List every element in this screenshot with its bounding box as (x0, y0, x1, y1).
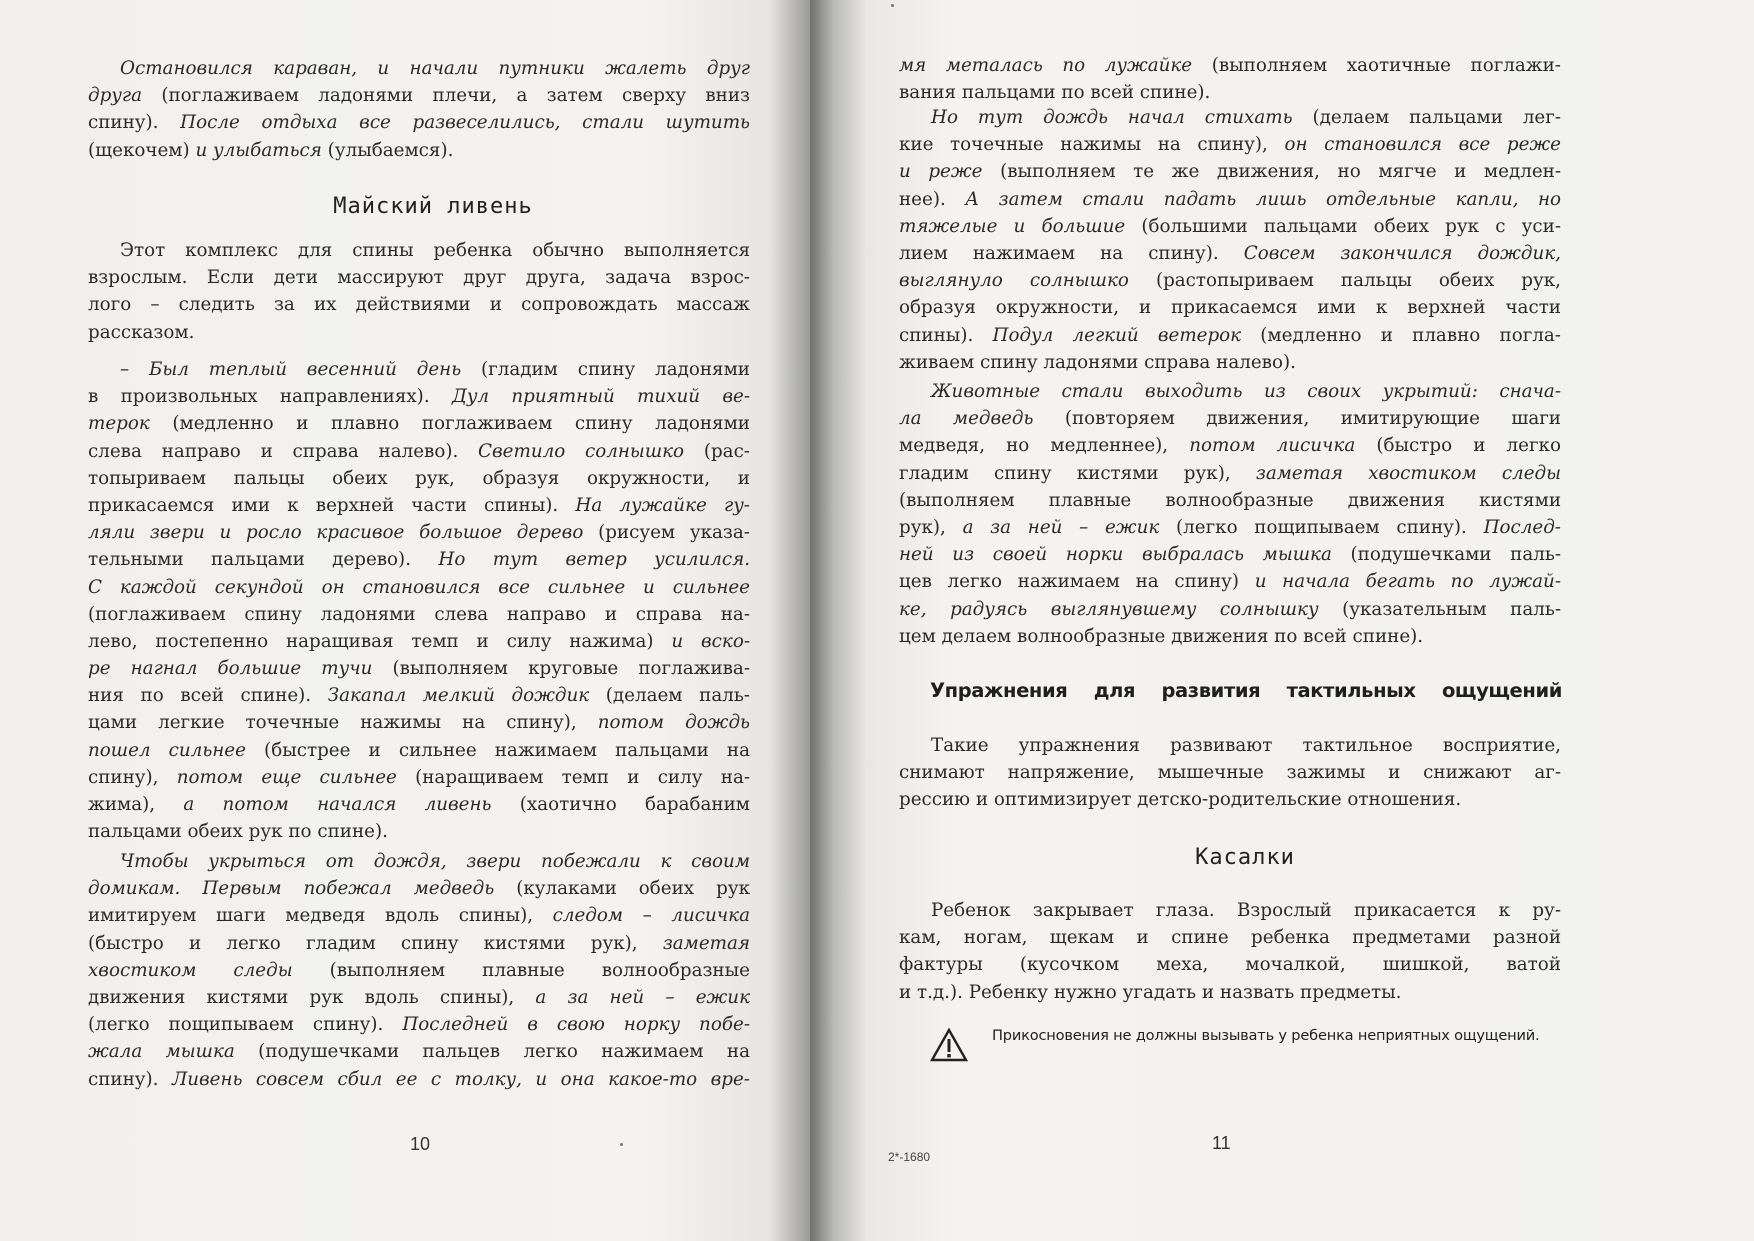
paragraph (899, 897, 1561, 1006)
story-text-italic: и начала бегать по лужай- (1254, 571, 1561, 593)
text-line (88, 1038, 750, 1065)
warning-note (930, 1026, 1562, 1062)
instruction-text: (поглаживаем ладонями плечи, а затем сверху вниз (142, 85, 750, 107)
text-line (88, 601, 750, 628)
instruction-text: прикасаемся ими к верхней части спины). (88, 494, 576, 516)
instruction-text: (подушечками пальцев легко нажимаем на (234, 1041, 750, 1063)
story-text-italic: друга (88, 85, 143, 107)
instruction-text: (улыбаемся). (321, 139, 454, 161)
text-line (88, 1066, 750, 1093)
text-line (899, 349, 1561, 376)
instruction-text: лево, постепенно наращивая темп и силу нажима) (88, 630, 672, 652)
instruction-text: цев легко нажимаем на спину) (899, 571, 1255, 593)
story-text-italic: Ливень совсем сбил ее с толку, и она какое-то вре- (171, 1068, 750, 1090)
instruction-text: (щекочем) (88, 139, 196, 161)
instruction-text: (выполняем круговые поглажива- (372, 658, 750, 680)
instruction-text: взрослым. Если дети массируют друг друга, задача взрос- (88, 267, 750, 289)
instruction-text: топыриваем пальцы обеих рук, образуя окружности, и (88, 467, 750, 489)
story-text-italic: ла медведь (899, 408, 1034, 430)
text-line (88, 438, 750, 465)
instruction-text: цем делаем волнообразные движения по всей спине). (899, 625, 1424, 647)
text-line (899, 432, 1561, 459)
text-line (88, 82, 750, 109)
text-line (88, 709, 750, 736)
instruction-text: (выполняем плавные волнообразные (292, 959, 750, 981)
text-line (88, 237, 750, 264)
warning-text: Прикосновения не должны вызывать у ребенка неприятных ощущений. (992, 1027, 1540, 1044)
instruction-text: медведя, но медленнее), (899, 435, 1190, 457)
text-line (899, 104, 1561, 131)
story-text-italic: заметая (662, 932, 750, 954)
text-line (88, 465, 750, 492)
text-line (899, 541, 1561, 568)
story-text-italic: потом еще сильнее (176, 766, 397, 788)
text-line (899, 460, 1561, 487)
text-line (88, 410, 750, 437)
story-text-italic: Подул легкий ветерок (992, 324, 1242, 346)
instruction-text: (легко пощипываем спину). (88, 1014, 403, 1036)
story-text-italic: пошел сильнее (88, 739, 246, 761)
text-line (899, 52, 1561, 79)
paragraph (899, 378, 1561, 650)
text-line (899, 79, 1561, 106)
story-text-italic: выглянуло солнышко (899, 270, 1129, 292)
instruction-text: (указательным паль- (1318, 598, 1561, 620)
instruction-text: движения кистями рук вдоль спины), (88, 986, 536, 1008)
instruction-text: (большими пальцами обеих рук с уси- (1125, 215, 1561, 237)
instruction-text: тельными пальцами дерево). (88, 549, 439, 571)
text-line (88, 492, 750, 519)
instruction-text: (гладим спину ладонями (461, 359, 750, 380)
text-line (899, 322, 1561, 349)
text-line (899, 158, 1561, 185)
instruction-text: рук), (899, 516, 963, 538)
text-line (899, 979, 1561, 1006)
text-line (88, 356, 750, 383)
text-line (88, 737, 750, 764)
story-text-italic: терок (88, 413, 150, 435)
instruction-text: гладим спину кистями рук), (899, 462, 1256, 484)
text-line (88, 291, 750, 318)
instruction-text: спины). (899, 324, 993, 346)
text-line (88, 902, 750, 929)
instruction-text: (делаем пальцами лег- (1292, 107, 1561, 128)
text-line (899, 131, 1561, 158)
story-text-italic: – Был теплый весенний день (120, 359, 462, 380)
story-text-italic: Последней в свою норку побе- (402, 1014, 750, 1036)
text-line (88, 137, 750, 164)
story-text-italic: Но тут дождь начал стихать (931, 107, 1293, 128)
story-text-italic: Но тут ветер усилился. (438, 549, 750, 571)
instruction-text: рассказом. (88, 321, 195, 343)
instruction-text: цами легкие точечные нажимы на спину), (88, 712, 598, 734)
text-line (88, 984, 750, 1011)
instruction-text: (легко пощипываем спину). (1159, 516, 1484, 538)
instruction-text: рессию и оптимизирует детско-родительские отношения. (899, 789, 1462, 811)
story-text-italic: Животные стали выходить из своих укрытий: снача- (931, 381, 1561, 402)
story-text-italic: и улыбаться (195, 139, 322, 161)
text-line (899, 240, 1561, 267)
text-line (88, 848, 750, 875)
instruction-text: спину). (88, 112, 181, 134)
story-text-italic: С каждой секундой он становился все сильнее и сильнее (88, 576, 750, 598)
instruction-text: пальцами обеих рук по спине). (88, 821, 388, 843)
paragraph (899, 732, 1561, 814)
instruction-text: нее). (899, 188, 966, 210)
text-line (899, 623, 1561, 650)
text-line (88, 383, 750, 410)
story-text-italic: а за ней – ежик (535, 986, 750, 1008)
instruction-text: (медленно и плавно поглаживаем спину ладонями (149, 413, 750, 435)
story-text-italic: и вско- (671, 630, 750, 652)
text-line (88, 628, 750, 655)
instruction-text: и т.д.). Ребенку нужно угадать и назвать предметы. (899, 981, 1402, 1003)
text-line (899, 568, 1561, 595)
text-line (88, 818, 750, 845)
story-text-italic: хвостиком следы (88, 959, 293, 981)
instruction-text: вания пальцами по всей спине). (899, 82, 1211, 104)
story-text-italic: тяжелые и большие (899, 215, 1126, 237)
text-line (899, 405, 1561, 432)
section-heading-may-shower: Майский ливень (333, 194, 533, 219)
text-line (88, 764, 750, 791)
instruction-text: слева направо и справа налево). (88, 440, 479, 462)
instruction-text: (подушечками паль- (1331, 544, 1561, 566)
story-text-italic: ляли звери и росло красивое большое дерево (88, 522, 584, 544)
story-text-italic: После отдыха все развеселились, стали шутить (180, 112, 750, 134)
story-text-italic: А затем стали падать лишь отдельные капли, но (965, 188, 1561, 210)
instruction-text: (рисуем указа- (583, 522, 750, 544)
story-text-italic: и реже (899, 161, 983, 183)
instruction-text: Этот комплекс для спины ребенка обычно выполняется (120, 240, 750, 261)
paragraph (88, 55, 750, 164)
text-line (899, 596, 1561, 623)
instruction-text: (быстрее и сильнее нажимаем пальцами на (245, 739, 750, 761)
text-line (899, 732, 1561, 759)
instruction-text: (растопыриваем пальцы обеих рук, (1128, 270, 1561, 292)
story-text-italic: он становился все реже (1284, 134, 1561, 156)
instruction-text: (делаем паль- (589, 685, 750, 707)
instruction-text: лием нажимаем на спину). (899, 242, 1244, 264)
text-line (899, 378, 1561, 405)
instruction-text: спину). (88, 1068, 172, 1090)
story-text-italic: потом лисичка (1189, 435, 1356, 457)
text-line (899, 514, 1561, 541)
instruction-text: лого – следить за их действиями и сопровождать массаж (88, 294, 750, 316)
scan-speck (891, 4, 894, 7)
story-text-italic: На лужайке гу- (575, 494, 750, 516)
instruction-text: в произвольных направлениях). (88, 386, 452, 408)
instruction-text: фактуры (кусочком меха, мочалкой, шишкой, ватой (899, 954, 1561, 976)
printer-signature-mark: 2*-1680 (888, 1150, 931, 1164)
instruction-text: (выполняем хаотичные поглажи- (1192, 55, 1561, 76)
text-line (899, 759, 1561, 786)
story-text-italic: а потом начался ливень (183, 794, 492, 815)
instruction-text: (наращиваем темп и силу на- (396, 766, 750, 788)
story-text-italic: Чтобы укрыться от дождя, звери побежали к своим (120, 851, 750, 872)
text-line (899, 294, 1561, 321)
instruction-text: (хаотично барабаним (491, 794, 750, 815)
text-line (88, 1011, 750, 1038)
scan-speck (620, 1143, 623, 1146)
instruction-text: Ребенок закрывает глаза. Взрослый прикасается к ру- (931, 900, 1561, 921)
story-text-italic: Светило солнышко (478, 440, 685, 462)
text-line (88, 109, 750, 136)
instruction-text: (быстро и легко гладим спину кистями рук), (88, 932, 663, 954)
text-line (899, 487, 1561, 514)
instruction-text: (выполняем плавные волнообразные движения кистями (899, 489, 1561, 511)
instruction-text: Такие упражнения развивают тактильное восприятие, (931, 735, 1561, 756)
instruction-text: образуя окружности, и прикасаемся ими к верхней части (899, 297, 1561, 319)
page-number-left: 10 (410, 1134, 431, 1154)
story-text-italic: Остановился караван, и начали путники жалеть друг (120, 58, 750, 79)
text-line (88, 875, 750, 902)
text-line (899, 924, 1561, 951)
text-line (899, 786, 1561, 813)
paragraph (899, 52, 1561, 106)
story-text-italic: Дул приятный тихий ве- (451, 386, 750, 408)
text-line (899, 951, 1561, 978)
text-line (88, 264, 750, 291)
text-line (899, 213, 1561, 240)
story-text-italic: потом дождь (597, 712, 750, 734)
instruction-text: кие точечные нажимы на спину), (899, 134, 1285, 156)
instruction-text: живаем спину ладонями справа налево). (899, 351, 1296, 373)
text-line (899, 186, 1561, 213)
instruction-text: ния по всей спине). (88, 685, 328, 707)
story-text-italic: Послед- (1483, 516, 1561, 538)
story-text-italic: Совсем закончился дождик, (1243, 242, 1561, 264)
text-line (88, 519, 750, 546)
text-line (88, 574, 750, 601)
instruction-text: снимают напряжение, мышечные зажимы и снижают аг- (899, 762, 1561, 784)
text-line (88, 55, 750, 82)
instruction-text: (поглаживаем спину ладонями слева направо и справа на- (88, 603, 750, 625)
story-text-italic: заметая хвостиком следы (1255, 462, 1561, 484)
story-text-italic: домикам. Первым побежал медведь (88, 878, 495, 900)
text-line (88, 319, 750, 346)
instruction-text: (выполняем те же движения, но мягче и медлен- (982, 161, 1561, 183)
instruction-text: спину), (88, 766, 177, 788)
story-text-italic: ре нагнал большие тучи (88, 658, 373, 680)
exercise-heading-kasalki: Касалки (1195, 845, 1295, 870)
paragraph (88, 356, 750, 845)
page-number-right: 11 (1212, 1133, 1231, 1153)
warning-triangle-icon (930, 1028, 968, 1062)
paragraph (88, 237, 750, 346)
text-line (88, 655, 750, 682)
text-line (88, 930, 750, 957)
paragraph (88, 848, 750, 1093)
instruction-text: жима), (88, 794, 184, 815)
instruction-text: (быстро и легко (1355, 435, 1561, 457)
instruction-text: (кулаками обеих рук (494, 878, 750, 900)
text-line (899, 267, 1561, 294)
story-text-italic: жала мышка (88, 1041, 235, 1063)
text-line (899, 897, 1561, 924)
story-text-italic: мя металась по лужайке (899, 55, 1193, 76)
section-heading-tactile-exercises: Упражнения для развития тактильных ощущений (930, 679, 1562, 702)
text-line (88, 682, 750, 709)
story-text-italic: следом – лисичка (552, 905, 750, 927)
instruction-text: кам, ногам, щекам и спине ребенка предметами разной (899, 927, 1561, 949)
story-text-italic: ней из своей норки выбралась мышка (899, 544, 1332, 566)
instruction-text: имитируем шаги медведя вдоль спины), (88, 905, 553, 927)
story-text-italic: а за ней – ежик (962, 516, 1160, 538)
instruction-text: (медленно и плавно погла- (1241, 324, 1561, 346)
instruction-text: (рас- (684, 440, 750, 462)
text-line (88, 791, 750, 818)
story-text-italic: ке, радуясь выглянувшему солнышку (899, 598, 1319, 620)
paragraph (899, 104, 1561, 376)
story-text-italic: Закапал мелкий дождик (327, 685, 590, 707)
text-line (88, 546, 750, 573)
instruction-text: (повторяем движения, имитирующие шаги (1033, 408, 1561, 430)
text-line (88, 957, 750, 984)
